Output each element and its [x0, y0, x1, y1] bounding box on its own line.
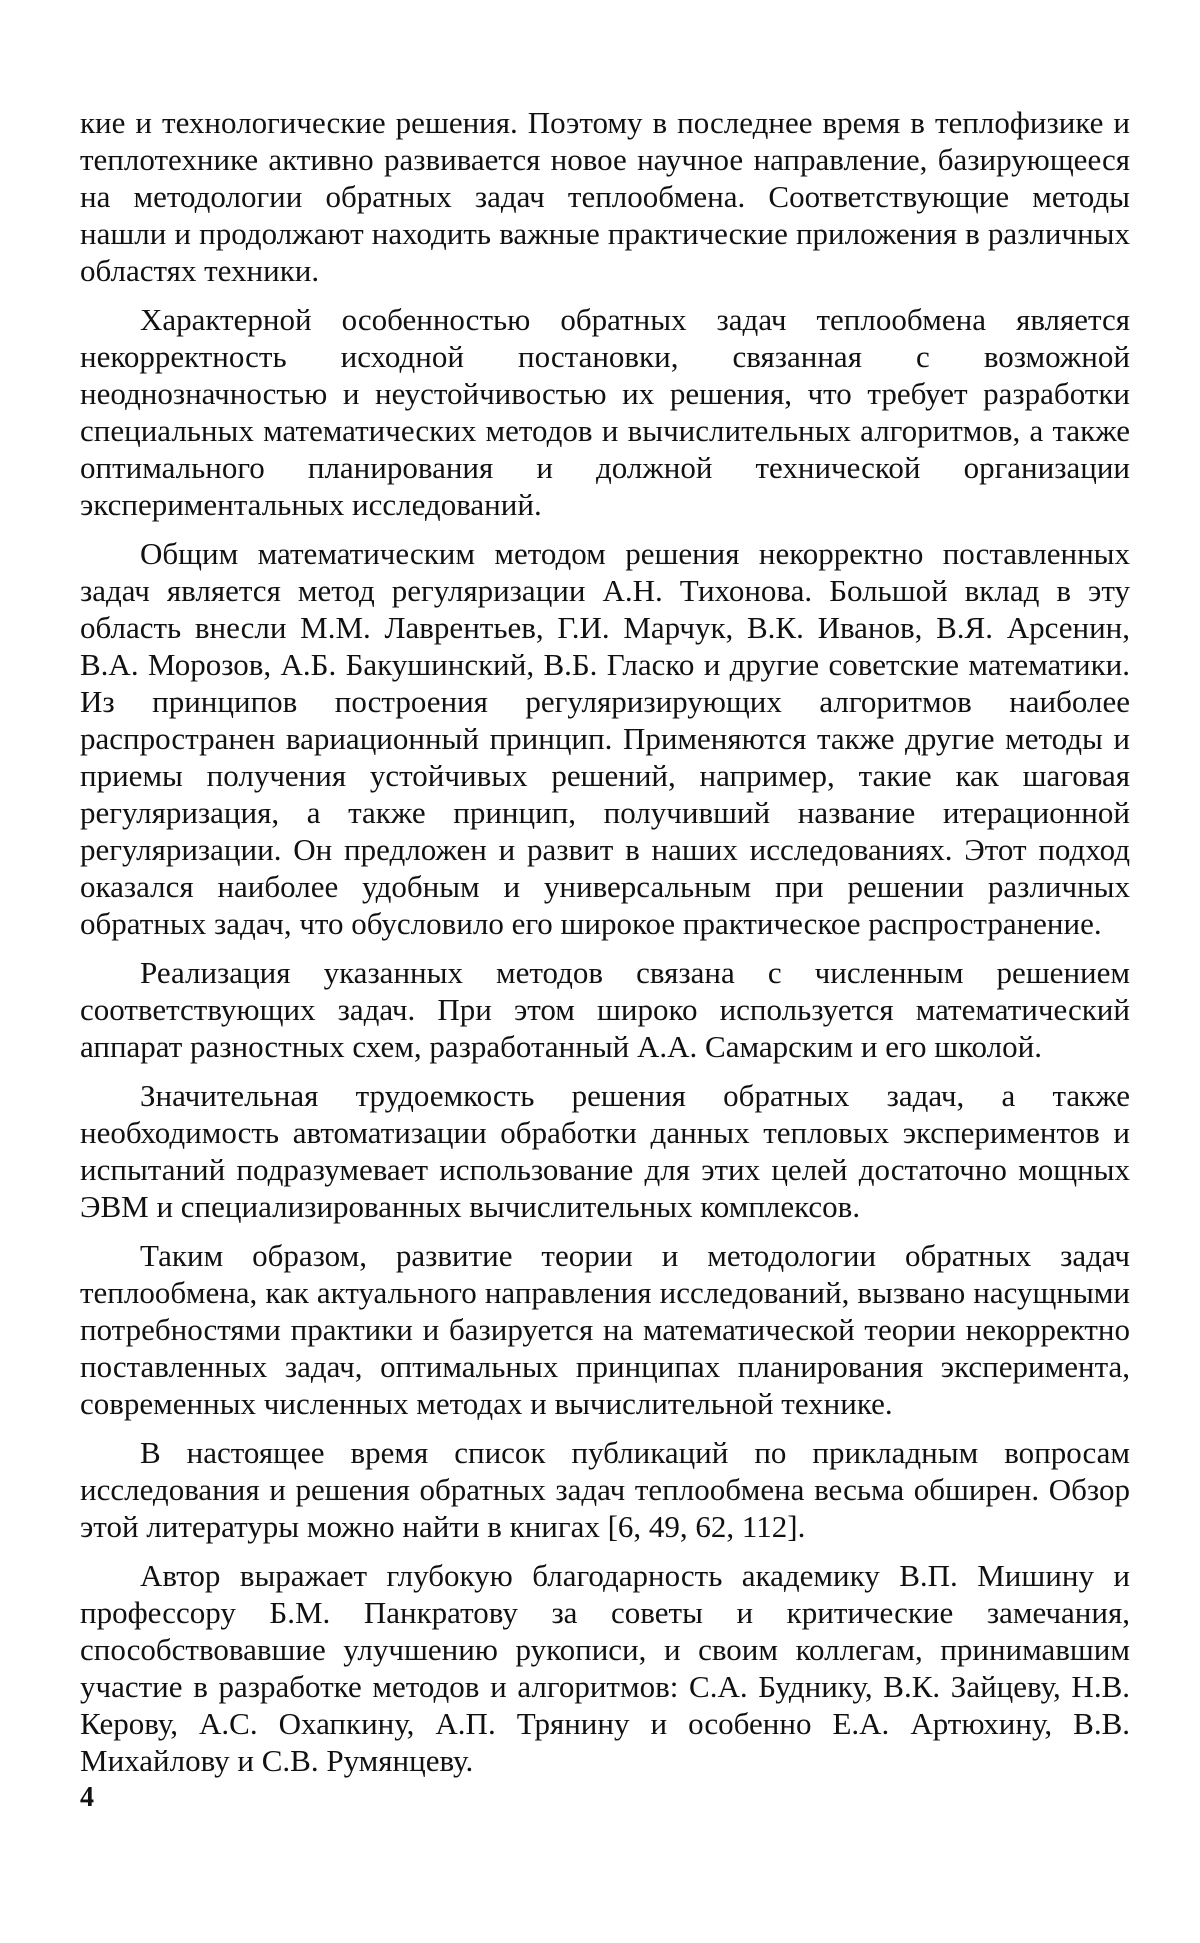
paragraph-8: Автор выражает глубокую благодарность академику В.П. Мишину и профессору Б.М. Панкратову за советы и критические замечания, способствовавшие улучшению рукописи, и своим коллегам, принимавшим участие в разработке методов и алгоритмов: С.А. Буднику, В.К. Зайцеву, Н.В. Керову, А.С. Охапкину, А.П. Трянину и особенно Е.А. Артюхину, В.В. Михайлову и С.В. Румянцеву.: [80, 1558, 1130, 1778]
paragraph-7: В настоящее время список публикаций по прикладным вопросам исследования и решения обратных задач теплообмена весьма обширен. Обзор этой литературы можно найти в книгах [6, 49, 62, 112].: [80, 1435, 1130, 1544]
page-number: 4: [80, 1782, 94, 1813]
paragraph-1: кие и технологические решения. Поэтому в последнее время в теплофизике и теплотехнике активно развивается новое научное направление, базирующееся на методологии обратных задач теплообмена. Соответствующие методы нашли и продолжают находить важные практические приложения в различных областях техники.: [80, 105, 1130, 288]
paragraph-4: Реализация указанных методов связана с численным решением соответствующих задач. При этом широко используется математический аппарат разностных схем, разработанный А.А. Самарским и его школой.: [80, 955, 1130, 1064]
page-body: [80, 104, 1130, 1791]
paragraph-2: Характерной особенностью обратных задач теплообмена является некорректность исходной постановки, связанная с возможной неоднозначностью и неустойчивостью их решения, что требует разработки специальных математических методов и вычислительных алгоритмов, а также оптимального планирования и должной технической организации экспериментальных исследований.: [80, 302, 1130, 522]
paragraph-3: Общим математическим методом решения некорректно поставленных задач является метод регуляризации А.Н. Тихонова. Большой вклад в эту область внесли М.М. Лаврентьев, Г.И. Марчук, В.К. Иванов, В.Я. Арсенин, В.А. Морозов, А.Б. Бакушинский, В.Б. Гласко и другие советские математики. Из принципов построения регуляризирующих алгоритмов наиболее распространен вариационный принцип. Применяются также другие методы и приемы получения устойчивых решений, например, такие как шаговая регуляризация, а также принцип, получивший название итерационной регуляризации. Он предложен и развит в наших исследованиях. Этот подход оказался наиболее удобным и универсальным при решении различных обратных задач, что обусловило его широкое практическое распространение.: [80, 536, 1130, 941]
paragraph-5: Значительная трудоемкость решения обратных задач, а также необходимость автоматизации обработки данных тепловых экспериментов и испытаний подразумевает использование для этих целей достаточно мощных ЭВМ и специализированных вычислительных комплексов.: [80, 1078, 1130, 1224]
paragraph-6: Таким образом, развитие теории и методологии обратных задач теплообмена, как актуального направления исследований, вызвано насущными потребностями практики и базируется на математической теории некорректно поставленных задач, оптимальных принципах планирования эксперимента, современных численных методах и вычислительной технике.: [80, 1238, 1130, 1421]
